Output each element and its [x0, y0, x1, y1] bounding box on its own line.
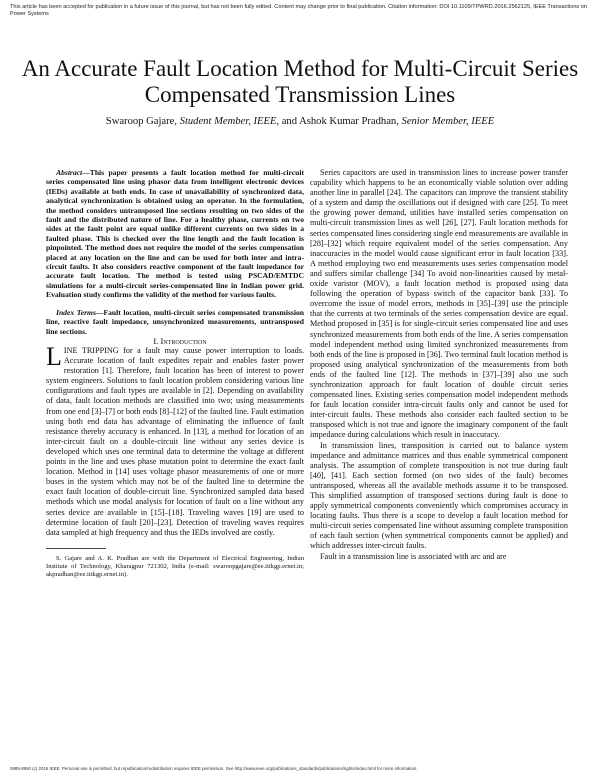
drop-cap: L — [46, 342, 62, 371]
abstract — [46, 168, 304, 300]
section-heading-introduction: I. Introduction — [153, 335, 207, 346]
body-paragraph-2: In transmission lines, transposition is carried out to balance system impedance and admittance matrices and thus enable symmetrical component analysis. The assumption of complete transposition is not true during fault [40], [41]. Each section formed (on two sides of the fault) becomes untransposed, whereas all the available methods assume it to be transposed. This simplified assumption of transposed sections during fault is done to apply symmetrical components conveniently which compromises accuracy in locating faults. Thus there is a scope to develop a fault location method for multi-circuit series compensated line without assuming complete transposition of each fault section (when symmetrical components cannot be applied) and which addresses inter-circuit faults. — [310, 440, 568, 551]
body-paragraph-1: Series capacitors are used in transmission lines to increase power transfer capability which happens to be an economically viable solution over adding another line in parallel [24]. The capacitors can improve the transient stability of a system and damp the oscillations out if designed with care [25]. To meet the growing power demand, utilities have installed series compensation on multi-circuit transmission lines as well [26], [27]. Fault location methods for series compensated lines considering single end measurements are available in [28]–[32] which require equivalent model of the series compensation. Any inaccuracies in the model would cause significant error in fault location [33]. A method employing two end measurements uses series compensation model and suffers similar challenge [34] To avoid non-linearities caused by metal-oxide varistor (MOV), a fault location method is proposed using data following the operation of bypass switch of the capacitor bank [33]. To overcome the issue of model errors, methods in [35]–[39] use the principle that the currents at two terminals of the series compensation device are equal. Method proposed in [35] is for single-circuit series compensated line and uses synchronized measurements from both ends of the line. A series compensation model independent method using limited synchronized measurements from both ends of the line is proposed in [36]. Two terminal fault location method is proposed using analytical synchronization of the measurements from both ends of the faulted line [12]. The methods in [37]–[39] also use such synchronization approach for fault location of double circuit series compensated lines. Existing series compensation model independent methods for fault location consider intra-circuit faults only and cannot be used for inter-circuit faults. These methods also consider each faulted section to be transposed which is not true and ignore the imaginary component of the fault impedance during calculations which result in inaccuracy. — [310, 168, 568, 440]
publication-notice: This article has been accepted for publication in a future issue of this journal, but has not been fully edited. Content may change prior to final publication. Citation information: DOI 10.1109/TPWRD.2016.2562125, IEEE Transactions on Power Systems — [10, 4, 588, 17]
author-conjunction: and — [281, 116, 298, 127]
intro-paragraph — [46, 342, 304, 538]
author-line — [20, 116, 580, 127]
abstract-text: —This paper presents a fault location method for multi-circuit series compensated line using phasor data from intelligent electronic devices (IEDs) available at both ends. In case of unavailability of synchronized data, analytical synchronization is obtained using an operator. In the formulation, the method considers untransposed line sections resulting on two sides of the fault and the distributed nature of line. For a healthy phase, currents on two sides at the fault point are equal unlike different currents on two sides in a faulted phase. This is checked over the line length and the fault location is pinpointed. The method does not require the model of the series compensation placed at any location on the line and can be used for both inter and intra-circuit faults. It also considers reactive component of the fault impedance for accurate fault location. The method is tested using PSCAD/EMTDC simulations for a multi-circuit series-compensated line in Indian power grid. Evaluation study confirms the validity of the method for various faults. — [46, 168, 304, 300]
body-paragraph-3: Fault in a transmission line is associated with arc and are — [320, 551, 507, 561]
author-2: Ashok Kumar Pradhan, — [299, 116, 399, 127]
abstract-label: Abstract — [56, 168, 83, 177]
paper-title: An Accurate Fault Location Method for Multi-Circuit Series Compensated Transmission Lines — [21, 56, 579, 107]
author-1-role: Student Member, IEEE, — [179, 116, 280, 127]
author-2-role: Senior Member, IEEE — [401, 116, 495, 127]
index-terms-label: Index Terms — [56, 307, 96, 317]
index-terms-text: —Fault location, multi-circuit series compensated transmission line, reactive fault impedance, unsynchronized measurements, untransposed line sections. — [46, 307, 305, 336]
copyright-footer: 0885-8950 (c) 2016 IEEE. Personal use is permitted, but republication/redistribution requires IEEE permission. See http://www.ieee.org/publications_standards/publications/rights/index.html for more information. — [10, 766, 418, 771]
right-column — [310, 168, 568, 562]
index-terms — [46, 308, 304, 336]
left-column — [46, 168, 304, 579]
intro-text: INE TRIPPING for a fault may cause power interruption to loads. Accurate location of fault expedites repair and enables faster power restoration [1]. Therefore, fault location has been of interest to power system engineers. Solutions to fault location problem considering various line configurations and fault types are available in [2]. Depending on availability of data, fault location methods are classified into two; using measurements from one end [3]–[7] or both ends [8]–[12] of the faulted line. Fault estimation using both end data has advantage of eliminating the influence of fault resistance thereby accuracy is enhanced. In [13], a method for location of an inter-circuit fault on a double-circuit line without any series device is developed which uses one terminal data to determine the voltage at different points in the line and uses phase mutation point to determine the exact fault location. Method in [14] uses voltage phasor measurements of one or more buses in the system which may not be of the faulted line to determine the exact fault location of double-circuit line. Synchronized sampled data based methods which use modal analysis for location of fault on a line without any series device are available in [15]–[18]. Traveling waves [19] are used to determine location of fault [20]–[23]. Detection of traveling waves requires data sampled at high frequency and thus the IEDs involved are costly. — [46, 346, 304, 537]
author-1: Swaroop Gajare, — [105, 116, 177, 127]
footnote-rule — [46, 548, 106, 549]
author-affiliation-footnote: S. Gajare and A. K. Pradhan are with the Department of Electrical Engineering, Indian Institute of Technology, Kharagpur 721302, India (e-mail: swaroopgajare@ee.iitkgp.ernet.in; akpradhan@ee.iitkgp.ernet.in). — [46, 554, 304, 578]
